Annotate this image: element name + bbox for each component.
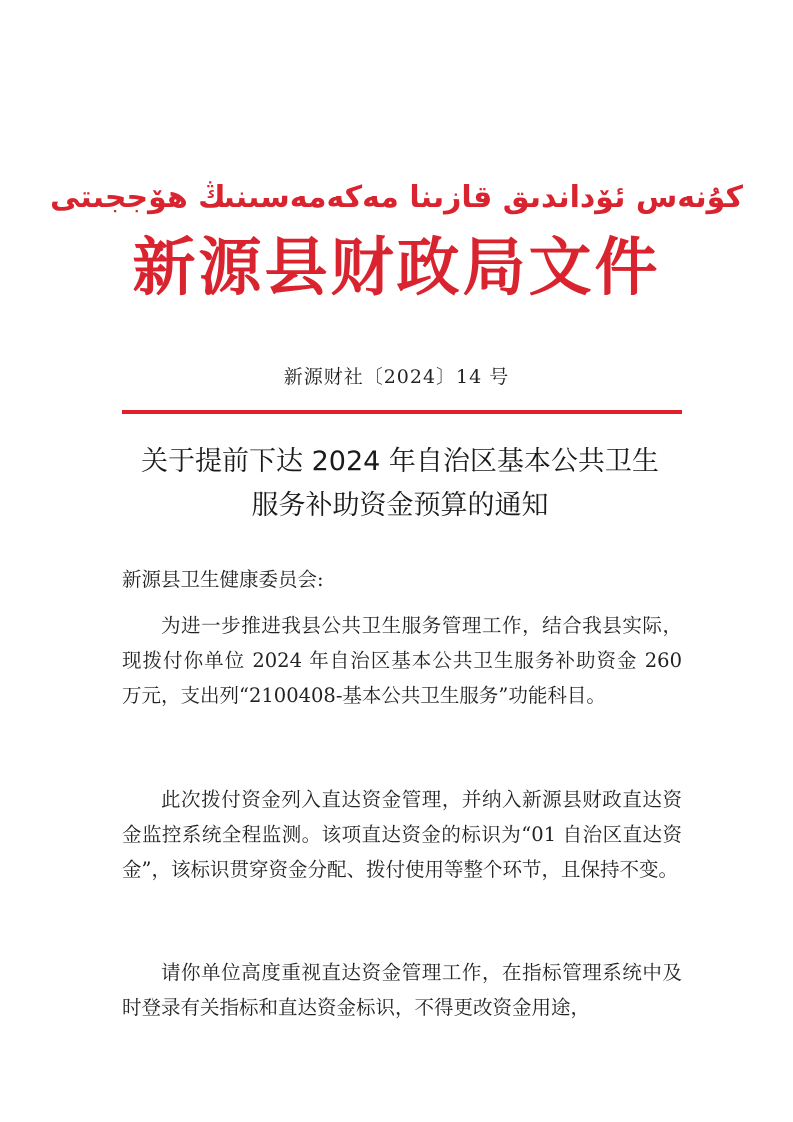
notice-title-line-2: 服务补助资金预算的通知: [251, 490, 549, 521]
salutation: 新源县卫生健康委员会:: [122, 568, 324, 591]
red-divider-line: [122, 410, 682, 414]
notice-title-line-1: 关于提前下达 2024 年自治区基本公共卫生: [141, 446, 659, 477]
document-header-title: 新源县财政局文件: [132, 230, 661, 304]
body-paragraph-3: 请你单位高度重视直达资金管理工作，在指标管理系统中及时登录有关指标和直达资金标识，不得更改资金用途，: [122, 961, 682, 1019]
body-paragraph-1: 为进一步推进我县公共卫生服务管理工作，结合我县实际，现拨付你单位 2024 年自治区基本公共卫生服务补助资金 260 万元，支出列“2100408-基本公共卫生服务”功能科目。: [122, 614, 682, 707]
uyghur-header-title: كۇنەس ئۆداندىق قازىنا مەكەمەسىنىڭ ھۆججىتى: [50, 180, 743, 215]
notice-title: [100, 440, 700, 528]
document-number: 新源财社〔2024〕14 号: [283, 366, 510, 388]
body-paragraph-2: 此次拨付资金列入直达资金管理，并纳入新源县财政直达资金监控系统全程监测。该项直达资金的标识为“01 自治区直达资金”，该标识贯穿资金分配、拨付使用等整个环节，且保持不变。: [122, 788, 682, 881]
